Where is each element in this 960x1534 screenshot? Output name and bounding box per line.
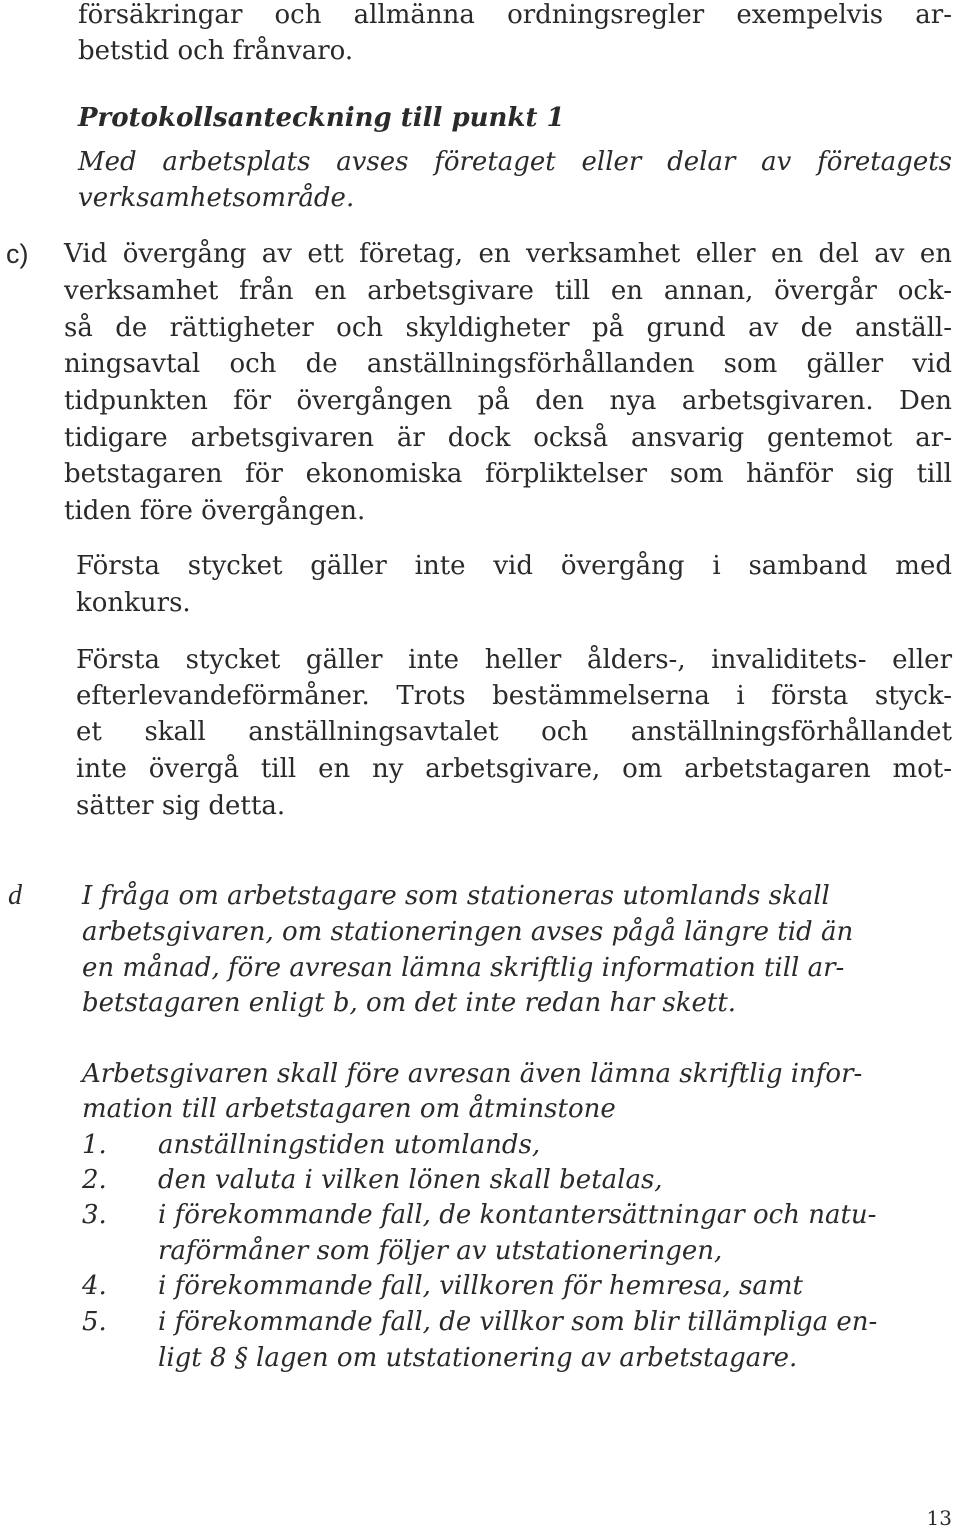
list-item: i förekommande fall, villkoren för hemresa, samt bbox=[158, 1271, 803, 1301]
list-number: 4. bbox=[82, 1271, 107, 1301]
section-d-line: betstagaren enligt b, om det inte redan har skett. bbox=[82, 988, 737, 1018]
list-item: ligt 8 § lagen om utstationering av arbetstagare. bbox=[158, 1343, 798, 1373]
section-c-line: betstagaren för ekonomiska förpliktelser som hänför sig till bbox=[64, 459, 952, 489]
list-item: i förekommande fall, de villkor som blir tillämpliga en- bbox=[158, 1307, 878, 1337]
section-d-line: arbetsgivaren, om stationeringen avses pågå längre tid än bbox=[82, 917, 854, 947]
section-c-marker: c) bbox=[6, 239, 29, 269]
section-d-line: I fråga om arbetstagare som stationeras utomlands skall bbox=[82, 881, 830, 911]
body-line: betstid och frånvaro. bbox=[78, 36, 354, 66]
section-c-line: så de rättigheter och skyldigheter på grund av de anställ- bbox=[64, 313, 952, 343]
list-item: den valuta i vilken lönen skall betalas, bbox=[158, 1165, 663, 1195]
list-number: 3. bbox=[82, 1200, 107, 1230]
section-c-line: tidigare arbetsgivaren är dock också ansvarig gentemot ar- bbox=[64, 423, 952, 453]
section-c-line: efterlevandeförmåner. Trots bestämmelserna i första styck- bbox=[76, 681, 952, 711]
body-line: försäkringar och allmänna ordningsregler exempelvis ar- bbox=[78, 0, 952, 30]
protocol-line: verksamhetsområde. bbox=[78, 183, 355, 213]
section-d-marker: d bbox=[8, 880, 22, 911]
list-number: 1. bbox=[82, 1130, 107, 1160]
list-item: i förekommande fall, de kontantersättningar och natu- bbox=[158, 1200, 877, 1230]
section-d-line: en månad, före avresan lämna skriftlig information till ar- bbox=[82, 953, 845, 983]
section-c-line: Första stycket gäller inte heller ålders-, invaliditets- eller bbox=[76, 645, 952, 675]
section-c-line: konkurs. bbox=[76, 588, 191, 618]
section-c-line: tiden före övergången. bbox=[64, 496, 366, 526]
protocol-heading: Protokollsanteckning till punkt 1 bbox=[78, 103, 565, 133]
protocol-line: Med arbetsplats avses företaget eller delar av företagets bbox=[78, 147, 952, 177]
section-c-line: tidpunkten för övergången på den nya arbetsgivaren. Den bbox=[64, 386, 952, 416]
section-c-line: inte övergå till en ny arbetsgivare, om arbetstagaren mot- bbox=[76, 754, 952, 784]
section-c-line: ningsavtal och de anställningsförhållanden som gäller vid bbox=[64, 349, 952, 379]
list-item: raförmåner som följer av utstationeringen, bbox=[158, 1236, 723, 1266]
section-c-line: verksamhet från en arbetsgivare till en annan, övergår ock- bbox=[64, 276, 952, 306]
section-c-line: Första stycket gäller inte vid övergång i samband med bbox=[76, 551, 952, 581]
list-number: 5. bbox=[82, 1307, 107, 1337]
section-d-line: mation till arbetstagaren om åtminstone bbox=[82, 1094, 616, 1124]
page-number: 13 bbox=[926, 1506, 952, 1530]
section-c-line: Vid övergång av ett företag, en verksamhet eller en del av en bbox=[64, 239, 952, 269]
section-c-line: et skall anställningsavtalet och anställningsförhållandet bbox=[76, 717, 952, 747]
section-c-line: sätter sig detta. bbox=[76, 791, 286, 821]
list-item: anställningstiden utomlands, bbox=[158, 1130, 541, 1160]
section-d-line: Arbetsgivaren skall före avresan även lämna skriftlig infor- bbox=[82, 1059, 863, 1089]
list-number: 2. bbox=[82, 1165, 107, 1195]
